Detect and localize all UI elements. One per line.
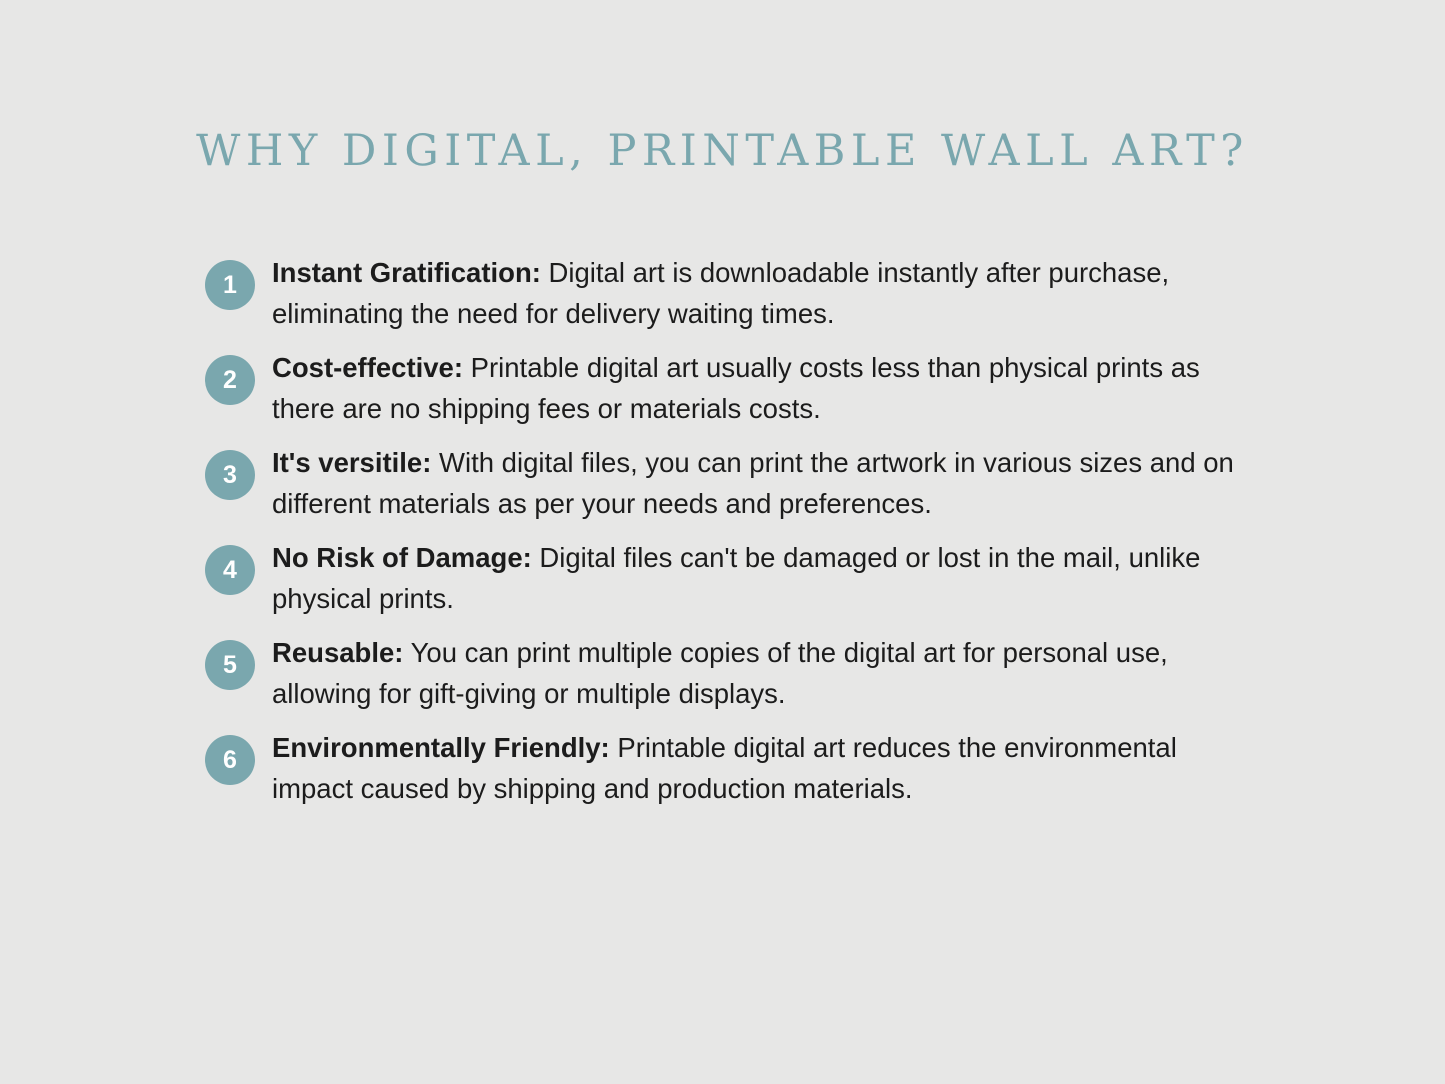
list-item-body: With digital files, you can print the artwork in various sizes and on different materials as per your needs and preferences. — [272, 447, 1234, 519]
benefits-list — [205, 252, 1265, 822]
list-item-lead: Environmentally Friendly: — [272, 732, 610, 763]
list-item-lead: Cost-effective: — [272, 352, 464, 383]
list-item-text — [272, 442, 1265, 524]
list-item — [205, 632, 1265, 714]
list-item-number-badge: 3 — [205, 450, 255, 500]
list-item-number-badge: 1 — [205, 260, 255, 310]
list-item-body: Printable digital art reduces the environmental impact caused by shipping and production materials. — [272, 732, 1177, 804]
list-item-lead: No Risk of Damage: — [272, 542, 532, 573]
list-item-number-badge: 4 — [205, 545, 255, 595]
list-item — [205, 727, 1265, 809]
list-item — [205, 537, 1265, 619]
list-item — [205, 252, 1265, 334]
list-item-lead: It's versitile: — [272, 447, 432, 478]
list-item-body: Digital art is downloadable instantly after purchase, eliminating the need for delivery waiting times. — [272, 257, 1170, 329]
list-item — [205, 442, 1265, 524]
list-item-body: You can print multiple copies of the digital art for personal use, allowing for gift-giving or multiple displays. — [272, 637, 1168, 709]
list-item-text — [272, 347, 1265, 429]
list-item-body: Printable digital art usually costs less than physical prints as there are no shipping fees or materials costs. — [272, 352, 1200, 424]
list-item-lead: Reusable: — [272, 637, 404, 668]
list-item-lead: Instant Gratification: — [272, 257, 541, 288]
list-item-text — [272, 537, 1265, 619]
page-title: WHY DIGITAL, PRINTABLE WALL ART? — [196, 126, 1249, 176]
list-item-text — [272, 252, 1265, 334]
list-item — [205, 347, 1265, 429]
list-item-number-badge: 5 — [205, 640, 255, 690]
list-item-number-badge: 2 — [205, 355, 255, 405]
list-item-number-badge: 6 — [205, 735, 255, 785]
list-item-body: Digital files can't be damaged or lost in the mail, unlike physical prints. — [272, 542, 1201, 614]
list-item-text — [272, 632, 1265, 714]
list-item-text — [272, 727, 1265, 809]
